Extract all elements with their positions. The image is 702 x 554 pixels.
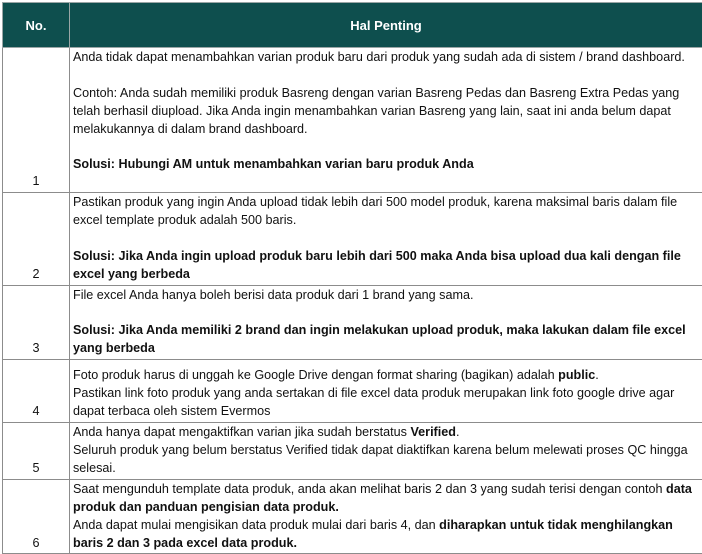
- row-content: [70, 479, 702, 554]
- table-row: [3, 479, 702, 554]
- row-content: [70, 193, 702, 286]
- row-solution: Solusi: Hubungi AM untuk menambahkan varian baru produk Anda: [73, 157, 474, 171]
- row-number: 3: [3, 285, 70, 360]
- header-hal-penting: Hal Penting: [70, 3, 702, 48]
- table-row: [3, 193, 702, 286]
- important-notes-table: [2, 2, 702, 554]
- row-text: Seluruh produk yang belum berstatus Verified tidak dapat diaktifkan karena belum melewati proses QC hingga selesai.: [73, 442, 699, 478]
- row-text: Pastikan produk yang ingin Anda upload tidak lebih dari 500 model produk, karena maksimal baris dalam file excel template produk adalah 500 baris.: [73, 194, 699, 230]
- row-text: Anda tidak dapat menambahkan varian produk baru dari produk yang sudah ada di sistem / brand dashboard.: [73, 49, 699, 67]
- table-row: [3, 360, 702, 423]
- row-content: [70, 48, 702, 193]
- row-emphasis: diharapkan untuk tidak menghilangkan baris 2 dan 3 pada excel data produk.: [73, 518, 673, 550]
- row-number: 6: [3, 479, 70, 554]
- row-emphasis: data produk dan panduan pengisian data produk.: [73, 482, 692, 514]
- row-number: 1: [3, 48, 70, 193]
- row-number: 5: [3, 423, 70, 480]
- row-number: 2: [3, 193, 70, 286]
- public-emphasis: public: [558, 368, 595, 382]
- row-content: [70, 285, 702, 360]
- table-row: [3, 285, 702, 360]
- row-text: Pastikan link foto produk yang anda sertakan di file excel data produk merupakan link foto google drive agar dapat terbaca oleh sistem Evermos: [73, 385, 699, 421]
- table-header-row: [3, 3, 702, 48]
- verified-emphasis: Verified: [410, 425, 456, 439]
- row-text: Anda dapat mulai mengisikan data produk mulai dari baris 4, dan diharapkan untuk tidak menghilangkan baris 2 dan 3 pada excel data produk.: [73, 517, 699, 553]
- row-example-text: Contoh: Anda sudah memiliki produk Basreng dengan varian Basreng Pedas dan Basreng Extra Pedas yang telah berhasil diupload. Jika Anda ingin menambahkan varian Basreng yang lain, saat ini anda belum dapat melakukannya di dalam brand dashboard.: [73, 85, 699, 139]
- row-text: Anda hanya dapat mengaktifkan varian jika sudah berstatus Verified.: [73, 424, 699, 442]
- row-number: 4: [3, 360, 70, 423]
- row-text: File excel Anda hanya boleh berisi data produk dari 1 brand yang sama.: [73, 287, 699, 305]
- row-text: Saat mengunduh template data produk, anda akan melihat baris 2 dan 3 yang sudah terisi dengan contoh data produk dan panduan pengisian data produk.: [73, 481, 699, 517]
- table-row: [3, 48, 702, 193]
- row-solution: Solusi: Jika Anda ingin upload produk baru lebih dari 500 maka Anda bisa upload dua kali dengan file excel yang berbeda: [73, 249, 681, 281]
- row-solution: Solusi: Jika Anda memiliki 2 brand dan ingin melakukan upload produk, maka lakukan dalam file excel yang berbeda: [73, 323, 686, 355]
- row-content: [70, 360, 702, 423]
- table-row: [3, 423, 702, 480]
- row-content: [70, 423, 702, 480]
- row-text: Foto produk harus di unggah ke Google Drive dengan format sharing (bagikan) adalah public.: [73, 367, 699, 385]
- header-no: No.: [3, 3, 70, 48]
